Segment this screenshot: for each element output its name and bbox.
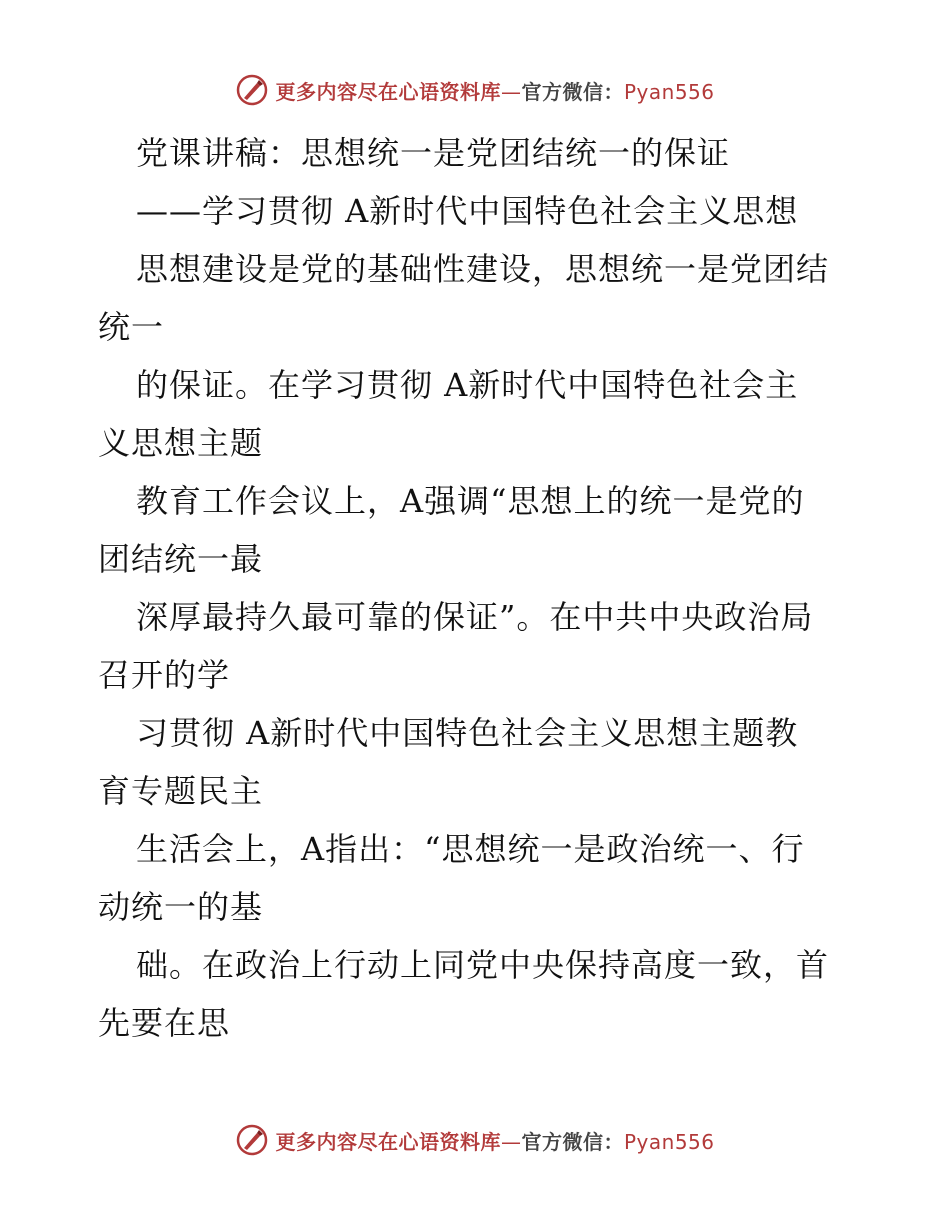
- watermark-dash: —: [500, 1129, 522, 1154]
- document-body: [98, 124, 858, 1052]
- doc-title: 党课讲稿：思想统一是党团结统一的保证: [136, 134, 731, 172]
- watermark-site: 更多内容尽在心语资料库: [275, 79, 501, 104]
- watermark-wechat-id: Pyan556: [623, 79, 715, 104]
- doc-line: 先要在思: [98, 1004, 231, 1042]
- watermark-text: [275, 1126, 714, 1155]
- doc-line: 育专题民主: [98, 772, 264, 810]
- watermark-wechat-label: 官方微信：: [521, 1129, 624, 1154]
- doc-line: 动统一的基: [98, 888, 264, 926]
- doc-line: 义思想主题: [98, 424, 264, 462]
- watermark-text: [275, 76, 714, 105]
- doc-subtitle: ——学习贯彻 A新时代中国特色社会主义思想: [136, 192, 799, 230]
- doc-line: 思想建设是党的基础性建设，思想统一是党团结: [136, 250, 830, 288]
- doc-line: 的保证。在学习贯彻 A新时代中国特色社会主: [136, 366, 799, 404]
- doc-line: 深厚最持久最可靠的保证”。在中共中央政治局: [136, 598, 814, 636]
- pen-seal-icon: [235, 73, 269, 107]
- watermark-site: 更多内容尽在心语资料库: [275, 1129, 501, 1154]
- watermark-banner-top: [0, 70, 950, 110]
- watermark-dash: —: [500, 79, 522, 104]
- doc-line: 统一: [98, 308, 165, 346]
- watermark-banner-bottom: [0, 1120, 950, 1160]
- doc-line: 生活会上，A指出：“思想统一是政治统一、行: [136, 830, 805, 868]
- doc-line: 础。在政治上行动上同党中央保持高度一致，首: [136, 946, 830, 984]
- doc-line: 团结统一最: [98, 540, 264, 578]
- watermark-wechat-label: 官方微信：: [521, 79, 624, 104]
- pen-seal-icon: [235, 1123, 269, 1157]
- doc-line: 习贯彻 A新时代中国特色社会主义思想主题教: [136, 714, 799, 752]
- doc-line: 教育工作会议上，A强调“思想上的统一是党的: [136, 482, 805, 520]
- doc-line: 召开的学: [98, 656, 231, 694]
- watermark-wechat-id: Pyan556: [623, 1129, 715, 1154]
